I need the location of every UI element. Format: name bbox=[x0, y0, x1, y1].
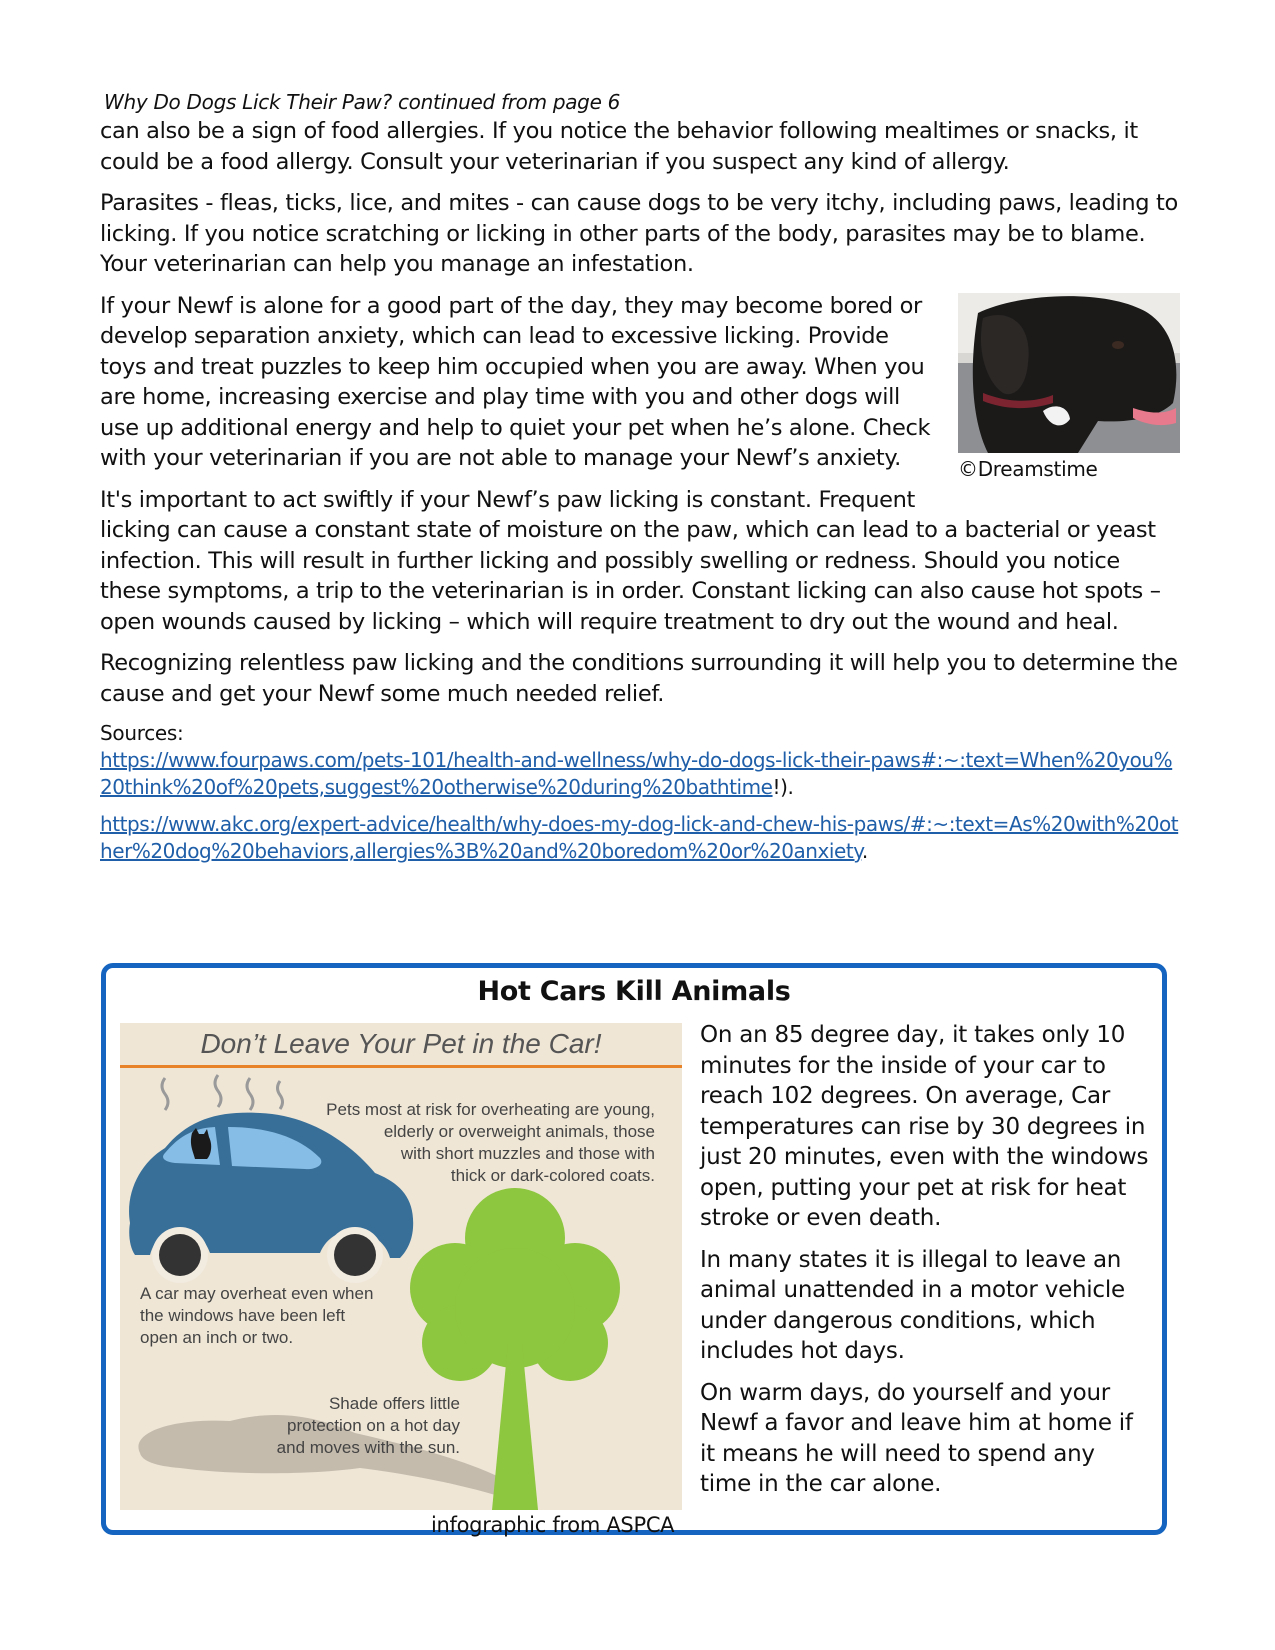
source-suffix: !). bbox=[772, 775, 794, 799]
article bbox=[100, 90, 1180, 875]
paragraph-separation-anxiety: If your Newf is alone for a good part of the day, they may become bored or develop separation anxiety, which can lead to excessive licking. Provide toys and treat puzzles to keep him occupied when you are away. When you are home, increasing exercise and play time with you and other dogs will use up additional energy and help to quiet your pet when he’s alone. Check with your veterinarian if you are not able to manage your Newf’s anxiety. bbox=[100, 292, 931, 471]
photo-credit: ©Dreamstime bbox=[958, 456, 1098, 481]
svg-text:with short muzzles and those w: with short muzzles and those with bbox=[400, 1144, 655, 1163]
paragraph-temperature: On an 85 degree day, it takes only 10 minutes for the inside of your car to reach 102 degrees. On average, Car temperatures can rise by 30 degrees in just 20 minutes, even with the windows open, putting your pet at risk for heat stroke or even death. bbox=[700, 1022, 1149, 1231]
paragraph-allergies: can also be a sign of food allergies. If you notice the behavior following mealtimes or snacks, it could be a food allergy. Consult your veterinarian if you suspect any kind of allergy. bbox=[100, 118, 1138, 175]
svg-text:and moves with the sun.: and moves with the sun. bbox=[276, 1438, 460, 1457]
svg-text:Pets most at risk for overheat: Pets most at risk for overheating are young, bbox=[326, 1100, 655, 1119]
hot-cars-box bbox=[101, 963, 1167, 1535]
source-suffix: . bbox=[861, 839, 868, 863]
source-link-akc[interactable]: https://www.akc.org/expert-advice/health/why-does-my-dog-lick-and-chew-his-paws/#:~:text=As%20with%20other%20dog%20behaviors,allergies%3B%20and%20boredom%20or%20anxiety bbox=[100, 812, 1179, 863]
paragraph-parasites: Parasites - fleas, ticks, lice, and mites - can cause dogs to be very itchy, including paws, leading to licking. If you notice scratching or licking in other parts of the body, parasites may be to blame. Your veterinarian can help you manage an infestation. bbox=[100, 190, 1178, 277]
orange-rule bbox=[120, 1065, 682, 1068]
box-title: Hot Cars Kill Animals bbox=[477, 976, 791, 1007]
sources-label: Sources: bbox=[100, 721, 184, 745]
dog-photo bbox=[958, 293, 1180, 453]
svg-text:protection on a hot day: protection on a hot day bbox=[287, 1416, 460, 1435]
paragraph-warm-days: On warm days, do yourself and your Newf a favor and leave him at home if it means he will need to spend any time in the car alone. bbox=[700, 1379, 1133, 1497]
hot-cars-text bbox=[700, 1020, 1150, 1511]
svg-text:the windows have been left: the windows have been left bbox=[140, 1306, 346, 1325]
aspca-infographic bbox=[120, 1023, 682, 1510]
svg-text:Shade offers little: Shade offers little bbox=[328, 1394, 460, 1413]
continued-header: Why Do Dogs Lick Their Paw? continued from page 6 bbox=[104, 90, 621, 114]
paragraph-act-swiftly: It's important to act swiftly if your Newf’s paw licking is constant. Frequent licking can cause a constant state of moisture on the paw, which can lead to a bacterial or yeast infection. This will result in further licking and possibly swelling or redness. Should you notice these symptoms, a trip to the veterinarian is in order. Constant licking can also cause hot spots – open wounds caused by licking – which will require treatment to dry out the wound and heal. bbox=[100, 486, 1161, 635]
infographic-caption: infographic from ASPCA bbox=[431, 1513, 675, 1537]
dog-photo-figure bbox=[958, 293, 1180, 481]
source-item bbox=[100, 747, 1180, 801]
paragraph-conclusion: Recognizing relentless paw licking and the conditions surrounding it will help you to determine the cause and get your Newf some much needed relief. bbox=[100, 650, 1178, 707]
infographic-headline: Don’t Leave Your Pet in the Car! bbox=[200, 1028, 602, 1059]
svg-text:A car may overheat even when: A car may overheat even when bbox=[140, 1284, 374, 1303]
source-item bbox=[100, 811, 1180, 865]
paragraph-illegal: In many states it is illegal to leave an animal unattended in a motor vehicle under dangerous conditions, which includes hot days. bbox=[700, 1246, 1125, 1364]
svg-text:elderly or overweight animals,: elderly or overweight animals, those bbox=[383, 1122, 655, 1141]
svg-text:open an inch or two.: open an inch or two. bbox=[140, 1328, 294, 1347]
svg-text:thick or dark-colored coats.: thick or dark-colored coats. bbox=[450, 1166, 655, 1185]
source-link-fourpaws[interactable]: https://www.fourpaws.com/pets-101/health-and-wellness/why-do-dogs-lick-their-paws#:~:text=When%20you%20think%20of%20pets,suggest%20otherwise%20during%20bathtime bbox=[100, 748, 1173, 799]
